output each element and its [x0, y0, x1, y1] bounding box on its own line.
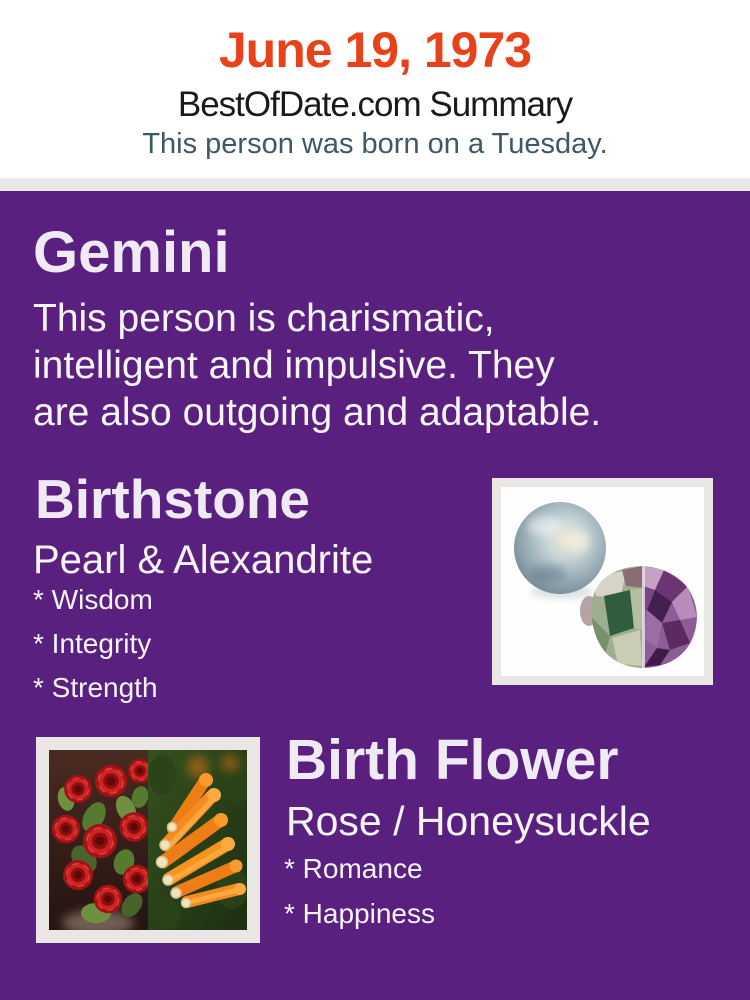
birth-flower-trait: * Happiness [284, 898, 435, 929]
zodiac-description-line: are also outgoing and adaptable. [33, 391, 602, 434]
weekday-note: This person was born on a Tuesday. [142, 128, 608, 160]
header-divider [0, 178, 750, 191]
birthstone-trait: * Strength [33, 672, 158, 703]
site-summary-title: BestOfDate.com Summary [177, 85, 573, 124]
birth-flower-name: Rose / Honeysuckle [286, 798, 651, 844]
zodiac-description-line: This person is charismatic, [33, 297, 495, 340]
birthstone-heading: Birthstone [35, 468, 310, 530]
zodiac-description [33, 295, 601, 436]
birthstone-name: Pearl & Alexandrite [33, 538, 374, 582]
zodiac-section [0, 191, 750, 1000]
zodiac-description-line: intelligent and impulsive. They [33, 344, 555, 387]
birth-flower-trait: * Romance [284, 853, 423, 884]
birthstone-trait: * Integrity [33, 628, 152, 659]
birth-flower-image [36, 737, 260, 943]
page-title-date: June 19, 1973 [218, 22, 532, 78]
birthstone-traits-list [33, 586, 158, 718]
birth-flower-heading: Birth Flower [286, 728, 619, 792]
birthstone-trait: * Wisdom [33, 584, 153, 615]
birthstone-image [492, 478, 713, 685]
zodiac-sign-heading: Gemini [33, 220, 230, 285]
birth-flower-traits-list [284, 855, 435, 945]
